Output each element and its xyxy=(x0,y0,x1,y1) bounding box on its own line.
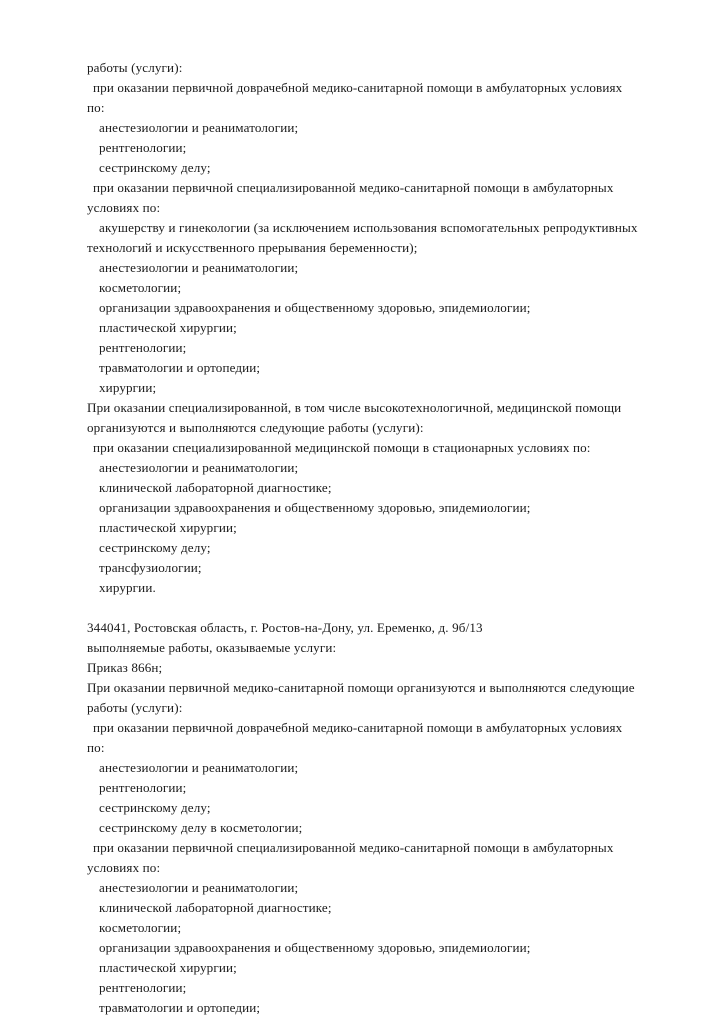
text-line: косметологии; xyxy=(99,920,182,935)
text-line: по: xyxy=(87,740,105,755)
text-line: анестезиологии и реаниматологии; xyxy=(99,120,299,135)
text-line: рентгенологии; xyxy=(99,340,187,355)
text-line: при оказании первичной специализированной медико-санитарной помощи в амбулаторных xyxy=(93,840,614,855)
text-line: акушерству и гинекологии (за исключением использования вспомогательных репродуктивных xyxy=(99,220,638,235)
text-line: При оказании первичной медико-санитарной помощи организуются и выполняются следующие xyxy=(87,680,635,695)
text-line: анестезиологии и реаниматологии; xyxy=(99,760,299,775)
text-line: при оказании первичной доврачебной медико-санитарной помощи в амбулаторных условиях xyxy=(93,720,623,735)
text-line: при оказании первичной специализированной медико-санитарной помощи в амбулаторных xyxy=(93,180,614,195)
services-section-eremenko-address xyxy=(87,618,639,1018)
text-line: Приказ 866н; xyxy=(87,660,163,675)
text-line: пластической хирургии; xyxy=(99,520,237,535)
text-line: пластической хирургии; xyxy=(99,960,237,975)
text-line: клинической лабораторной диагностике; xyxy=(99,480,332,495)
text-line: работы (услуги): xyxy=(87,60,183,75)
text-line: работы (услуги): xyxy=(87,700,183,715)
services-section-previous-address xyxy=(87,58,639,598)
text-line: условиях по: xyxy=(87,860,161,875)
text-line: по: xyxy=(87,100,105,115)
text-line: сестринскому делу в косметологии; xyxy=(99,820,303,835)
text-line: трансфузиологии; xyxy=(99,560,202,575)
text-line: рентгенологии; xyxy=(99,140,187,155)
text-line: при оказании специализированной медицинской помощи в стационарных условиях по: xyxy=(93,440,591,455)
text-line: травматологии и ортопедии; xyxy=(99,360,261,375)
text-line: рентгенологии; xyxy=(99,780,187,795)
text-line: при оказании первичной доврачебной медико-санитарной помощи в амбулаторных условиях xyxy=(93,80,623,95)
text-line: сестринскому делу; xyxy=(99,540,211,555)
text-line: организации здравоохранения и общественному здоровью, эпидемиологии; xyxy=(99,940,531,955)
text-line: анестезиологии и реаниматологии; xyxy=(99,260,299,275)
document-text-body xyxy=(87,58,639,1018)
section-gap xyxy=(87,598,639,618)
text-line: анестезиологии и реаниматологии; xyxy=(99,880,299,895)
text-line: рентгенологии; xyxy=(99,980,187,995)
text-line: хирургии; xyxy=(99,380,157,395)
text-line: технологий и искусственного прерывания беременности); xyxy=(87,240,418,255)
text-line: При оказании специализированной, в том числе высокотехнологичной, медицинской помощи xyxy=(87,400,622,415)
text-line: анестезиологии и реаниматологии; xyxy=(99,460,299,475)
text-line: хирургии. xyxy=(99,580,156,595)
text-line: косметологии; xyxy=(99,280,182,295)
text-line: 344041, Ростовская область, г. Ростов-на-Дону, ул. Еременко, д. 9б/13 xyxy=(87,620,483,635)
text-line: травматологии и ортопедии; xyxy=(99,1000,261,1015)
text-line: клинической лабораторной диагностике; xyxy=(99,900,332,915)
text-line: организуются и выполняются следующие работы (услуги): xyxy=(87,420,424,435)
text-line: сестринскому делу; xyxy=(99,160,211,175)
text-line: организации здравоохранения и общественному здоровью, эпидемиологии; xyxy=(99,500,531,515)
text-line: условиях по: xyxy=(87,200,161,215)
text-line: сестринскому делу; xyxy=(99,800,211,815)
text-line: организации здравоохранения и общественному здоровью, эпидемиологии; xyxy=(99,300,531,315)
text-line: пластической хирургии; xyxy=(99,320,237,335)
text-line: выполняемые работы, оказываемые услуги: xyxy=(87,640,337,655)
